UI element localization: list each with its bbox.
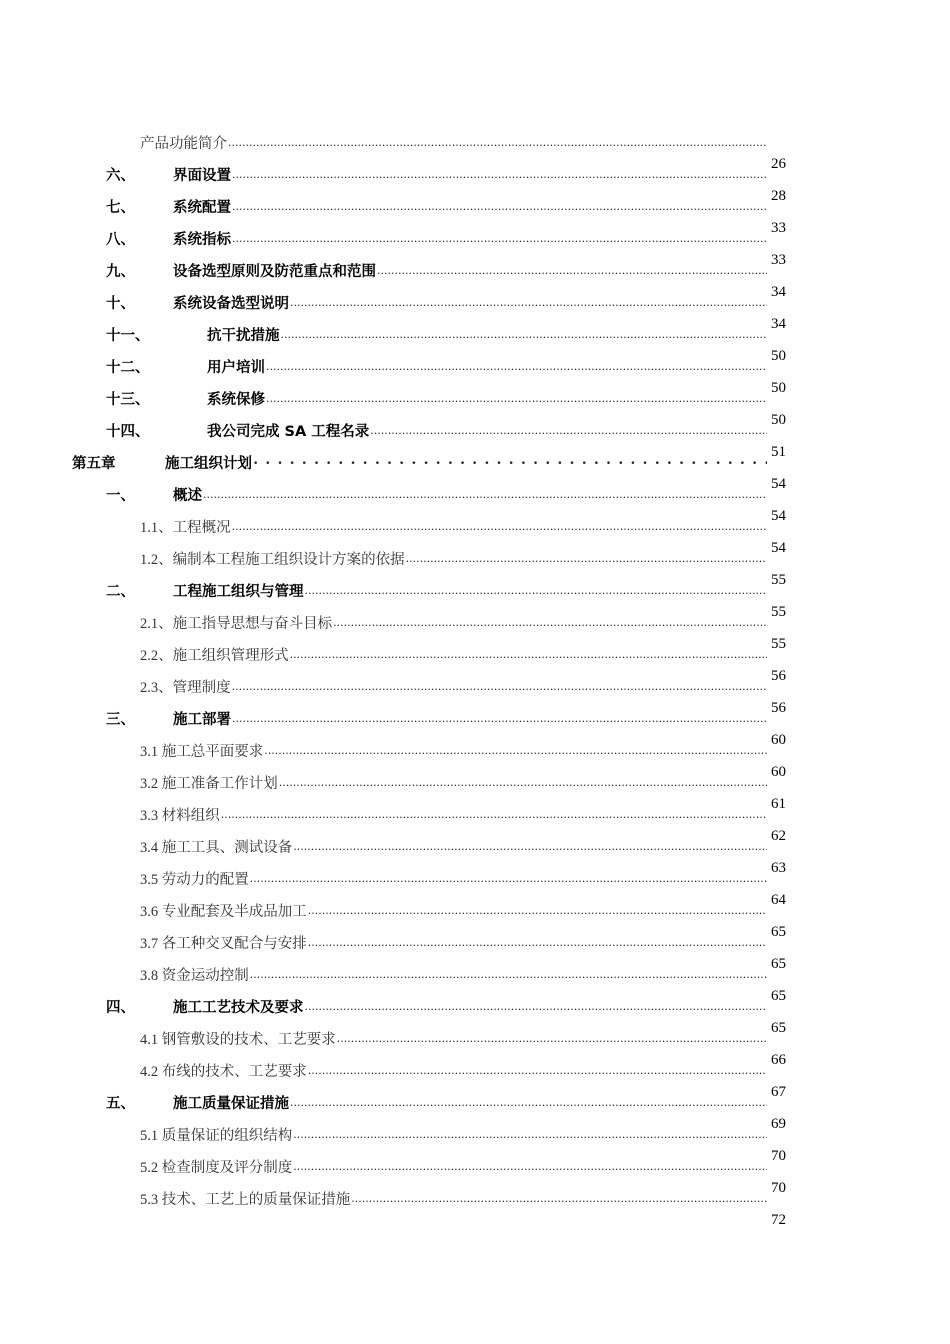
toc-page: 60 — [771, 732, 786, 748]
toc-number: 四、 — [106, 1000, 135, 1016]
toc-title: 概述 — [173, 488, 202, 504]
toc-page: 55 — [771, 572, 786, 588]
dot-leader — [232, 525, 767, 535]
toc-number: 十一、 — [106, 328, 150, 344]
toc-title: 3.7 各工种交叉配合与安排 — [140, 936, 307, 952]
toc-title: 抗干扰措施 — [207, 328, 280, 344]
toc-title: 施工质量保证措施 — [173, 1096, 289, 1112]
toc-row — [0, 1026, 950, 1068]
toc-row — [0, 674, 950, 716]
toc-row — [0, 930, 950, 972]
toc-row — [0, 514, 950, 556]
toc-number: 十三、 — [106, 392, 150, 408]
toc-title: 我公司完成 SA 工程名录 — [207, 424, 370, 440]
dot-leader — [232, 237, 767, 247]
toc-title: 2.3、管理制度 — [140, 680, 231, 696]
toc-page: 34 — [771, 316, 786, 332]
toc-page: 65 — [771, 988, 786, 1004]
dot-leader — [290, 301, 767, 311]
toc-number: 六、 — [106, 168, 135, 184]
toc-row — [0, 738, 950, 780]
toc-page: 34 — [771, 284, 786, 300]
toc-row — [0, 962, 950, 1004]
toc-row — [0, 802, 950, 844]
toc-number: 七、 — [106, 200, 135, 216]
toc-row — [0, 194, 950, 236]
toc-number: 十二、 — [106, 360, 150, 376]
dot-leader — [290, 1101, 767, 1111]
toc-page: 69 — [771, 1116, 786, 1132]
toc-page: 50 — [771, 412, 786, 428]
toc-page: 64 — [771, 892, 786, 908]
toc-row — [0, 1058, 950, 1100]
toc-page: 56 — [771, 700, 786, 716]
toc-page: 26 — [771, 156, 786, 172]
toc-title: 3.3 材料组织 — [140, 808, 220, 824]
toc-page: 54 — [771, 540, 786, 556]
dot-leader — [305, 589, 768, 599]
toc-title: 施工部署 — [173, 712, 231, 728]
toc-row-chapter — [0, 450, 950, 492]
toc-row — [0, 610, 950, 652]
toc-title: 系统设备选型说明 — [173, 296, 289, 312]
toc-number: 十四、 — [106, 424, 150, 440]
toc-title: 工程施工组织与管理 — [173, 584, 304, 600]
dot-leader — [232, 205, 767, 215]
toc-title: 系统指标 — [173, 232, 231, 248]
toc-page: 60 — [771, 764, 786, 780]
toc-row — [0, 1090, 950, 1132]
toc-row — [0, 642, 950, 684]
toc-page: 70 — [771, 1180, 786, 1196]
dot-leader — [293, 845, 767, 855]
dot-leader — [221, 813, 767, 823]
toc-title: 3.6 专业配套及半成品加工 — [140, 904, 307, 920]
toc-title: 系统配置 — [173, 200, 231, 216]
toc-title: 3.1 施工总平面要求 — [140, 744, 264, 760]
toc-row — [0, 994, 950, 1036]
toc-title: 用户培训 — [207, 360, 265, 376]
toc-number: 五、 — [106, 1096, 135, 1112]
toc-page: 50 — [771, 380, 786, 396]
dot-leader — [293, 1133, 767, 1143]
toc-row — [0, 578, 950, 620]
toc-page: 54 — [771, 508, 786, 524]
toc-row — [0, 226, 950, 268]
dot-leader — [281, 333, 768, 343]
toc-title: 1.2、编制本工程施工组织设计方案的依据 — [140, 552, 405, 568]
toc-row — [0, 354, 950, 396]
toc-row — [0, 290, 950, 332]
toc-number: 九、 — [106, 264, 135, 280]
toc-row — [0, 258, 950, 300]
toc-page: 62 — [771, 828, 786, 844]
toc-page: 33 — [771, 252, 786, 268]
dot-leader — [232, 717, 767, 727]
dot-leader — [308, 1069, 767, 1079]
toc-page: 63 — [771, 860, 786, 876]
dot-leader — [333, 621, 767, 631]
dot-leader — [253, 459, 767, 469]
dot-leader — [279, 781, 767, 791]
toc-row — [0, 418, 950, 460]
toc-title: 2.1、施工指导思想与奋斗目标 — [140, 616, 333, 632]
dot-leader — [264, 749, 767, 759]
toc-page: 65 — [771, 1020, 786, 1036]
toc-title: 产品功能简介 — [140, 136, 227, 152]
toc-title: 5.2 检查制度及评分制度 — [140, 1160, 293, 1176]
dot-leader — [203, 493, 767, 503]
dot-leader — [377, 269, 767, 279]
toc-row — [0, 322, 950, 364]
toc-number: 三、 — [106, 712, 135, 728]
toc-row — [0, 706, 950, 748]
toc-page: 67 — [771, 1084, 786, 1100]
toc-row — [0, 546, 950, 588]
toc-page: 61 — [771, 796, 786, 812]
toc-row — [0, 834, 950, 876]
toc-title: 施工工艺技术及要求 — [173, 1000, 304, 1016]
dot-leader — [228, 141, 767, 151]
dot-leader — [370, 429, 767, 439]
toc-number: 一、 — [106, 488, 135, 504]
toc-page: 65 — [771, 924, 786, 940]
toc-row — [0, 162, 950, 204]
toc-title: 3.2 施工准备工作计划 — [140, 776, 278, 792]
dot-leader — [232, 685, 767, 695]
toc-page: 55 — [771, 604, 786, 620]
dot-leader — [232, 173, 767, 183]
toc-title: 3.5 劳动力的配置 — [140, 872, 249, 888]
toc-title: 5.1 质量保证的组织结构 — [140, 1128, 293, 1144]
toc-row — [0, 866, 950, 908]
dot-leader — [406, 557, 767, 567]
toc-row — [0, 770, 950, 812]
dot-leader — [250, 877, 767, 887]
toc-number: 二、 — [106, 584, 135, 600]
toc-row — [0, 386, 950, 428]
toc-title: 施工组织计划 — [165, 456, 252, 472]
dot-leader — [250, 973, 767, 983]
toc-row — [0, 482, 950, 524]
dot-leader — [266, 397, 767, 407]
toc-page: 28 — [771, 188, 786, 204]
toc-page: 70 — [771, 1148, 786, 1164]
toc-number: 第五章 — [72, 456, 116, 472]
dot-leader — [337, 1037, 767, 1047]
toc-page: 55 — [771, 636, 786, 652]
dot-leader — [308, 909, 767, 919]
toc-title: 2.2、施工组织管理形式 — [140, 648, 289, 664]
toc-row — [0, 1186, 950, 1228]
toc-title: 设备选型原则及防范重点和范围 — [173, 264, 376, 280]
dot-leader — [305, 1005, 768, 1015]
toc-title: 界面设置 — [173, 168, 231, 184]
toc-title: 1.1、工程概况 — [140, 520, 231, 536]
toc-number: 十、 — [106, 296, 135, 312]
toc-title: 3.4 施工工具、测试设备 — [140, 840, 293, 856]
toc-title: 系统保修 — [207, 392, 265, 408]
toc-page: 56 — [771, 668, 786, 684]
toc-row — [0, 1154, 950, 1196]
toc-page: 50 — [771, 348, 786, 364]
toc-page: 51 — [771, 444, 786, 460]
dot-leader — [266, 365, 767, 375]
dot-leader — [293, 1165, 767, 1175]
toc-page: 72 — [771, 1212, 786, 1228]
toc-row — [0, 1122, 950, 1164]
toc-page: 33 — [771, 220, 786, 236]
toc-number: 八、 — [106, 232, 135, 248]
toc-title: 4.2 布线的技术、工艺要求 — [140, 1064, 307, 1080]
dot-leader — [351, 1197, 767, 1207]
toc-page: 65 — [771, 956, 786, 972]
dot-leader — [290, 653, 767, 663]
toc-row — [0, 130, 950, 172]
toc-row — [0, 898, 950, 940]
toc-title: 3.8 资金运动控制 — [140, 968, 249, 984]
toc-page: 54 — [771, 476, 786, 492]
toc-page: 66 — [771, 1052, 786, 1068]
dot-leader — [308, 941, 767, 951]
toc-title: 4.1 钢管敷设的技术、工艺要求 — [140, 1032, 336, 1048]
toc-title: 5.3 技术、工艺上的质量保证措施 — [140, 1192, 351, 1208]
